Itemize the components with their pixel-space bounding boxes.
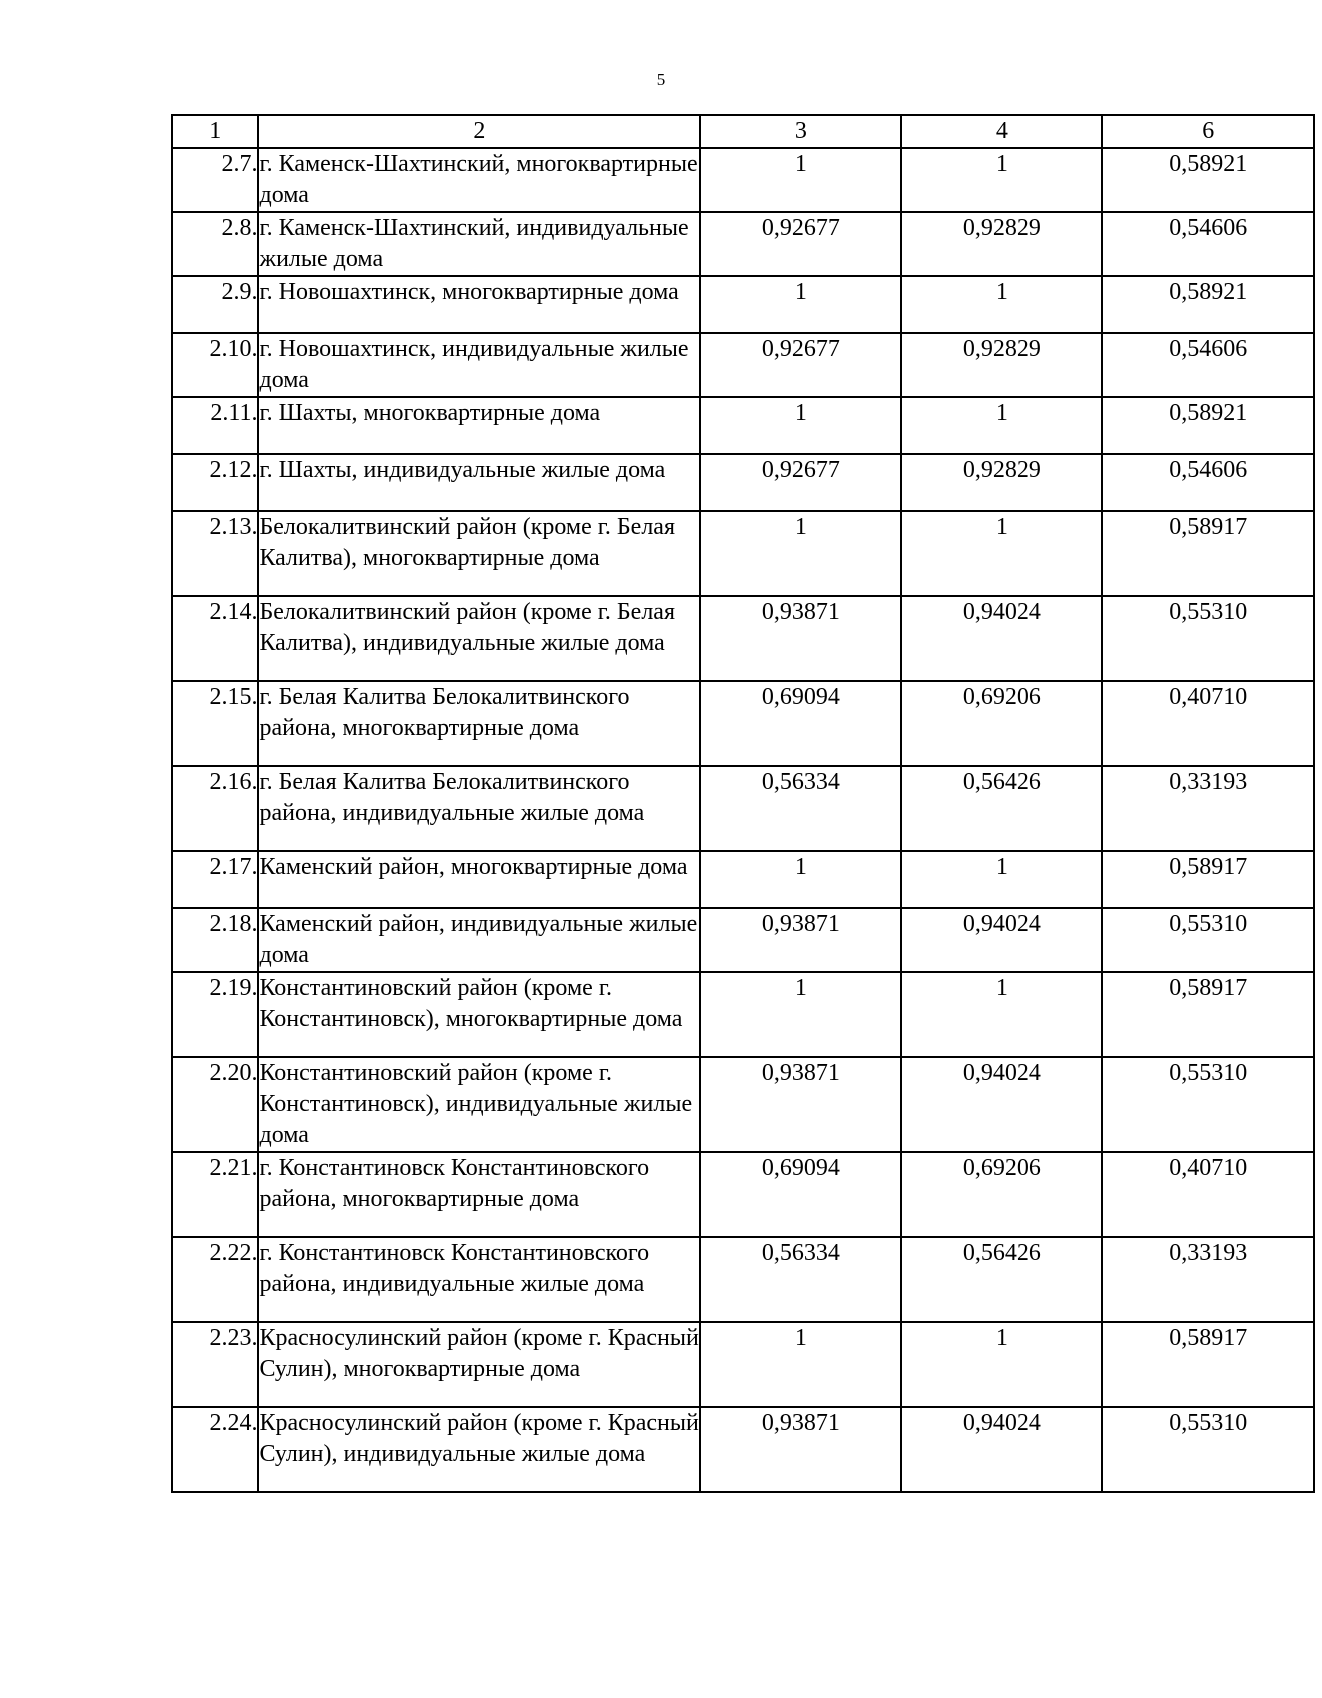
table-header-row bbox=[172, 115, 1314, 148]
value-col-4: 1 bbox=[901, 511, 1102, 596]
value-col-4: 0,69206 bbox=[901, 1152, 1102, 1237]
row-name: Красносулинский район (кроме г. Красный Сулин), многоквартирные дома bbox=[258, 1322, 700, 1407]
value-col-6: 0,58917 bbox=[1102, 851, 1314, 908]
row-number: 2.18. bbox=[172, 908, 258, 972]
table-row bbox=[172, 148, 1314, 212]
row-name: Каменский район, многоквартирные дома bbox=[258, 851, 700, 908]
value-col-3: 0,93871 bbox=[700, 1057, 901, 1152]
table-row bbox=[172, 1152, 1314, 1237]
table-row bbox=[172, 1407, 1314, 1492]
value-col-4: 0,69206 bbox=[901, 681, 1102, 766]
value-col-3: 0,69094 bbox=[700, 1152, 901, 1237]
table-row bbox=[172, 681, 1314, 766]
value-col-3: 0,92677 bbox=[700, 333, 901, 397]
value-col-4: 1 bbox=[901, 972, 1102, 1057]
value-col-4: 1 bbox=[901, 276, 1102, 333]
header-cell-1: 1 bbox=[172, 115, 258, 148]
row-number: 2.16. bbox=[172, 766, 258, 851]
value-col-6: 0,54606 bbox=[1102, 454, 1314, 511]
value-col-6: 0,58917 bbox=[1102, 972, 1314, 1057]
value-col-4: 0,94024 bbox=[901, 1407, 1102, 1492]
value-col-4: 1 bbox=[901, 1322, 1102, 1407]
value-col-4: 0,92829 bbox=[901, 212, 1102, 276]
header-cell-6: 6 bbox=[1102, 115, 1314, 148]
table-row bbox=[172, 1057, 1314, 1152]
value-col-3: 1 bbox=[700, 397, 901, 454]
row-name: г. Белая Калитва Белокалитвинского района, многоквартирные дома bbox=[258, 681, 700, 766]
row-number: 2.14. bbox=[172, 596, 258, 681]
value-col-3: 0,56334 bbox=[700, 1237, 901, 1322]
value-col-3: 0,93871 bbox=[700, 596, 901, 681]
row-number: 2.23. bbox=[172, 1322, 258, 1407]
row-number: 2.12. bbox=[172, 454, 258, 511]
header-cell-3: 3 bbox=[700, 115, 901, 148]
coefficients-table bbox=[171, 114, 1315, 1493]
value-col-3: 0,93871 bbox=[700, 1407, 901, 1492]
value-col-6: 0,40710 bbox=[1102, 681, 1314, 766]
row-name: г. Новошахтинск, многоквартирные дома bbox=[258, 276, 700, 333]
row-name: г. Новошахтинск, индивидуальные жилые дома bbox=[258, 333, 700, 397]
value-col-3: 1 bbox=[700, 972, 901, 1057]
table-row bbox=[172, 596, 1314, 681]
value-col-4: 0,94024 bbox=[901, 596, 1102, 681]
row-name: Белокалитвинский район (кроме г. Белая Калитва), индивидуальные жилые дома bbox=[258, 596, 700, 681]
value-col-6: 0,55310 bbox=[1102, 596, 1314, 681]
header-cell-2: 2 bbox=[258, 115, 700, 148]
row-number: 2.22. bbox=[172, 1237, 258, 1322]
row-name: Белокалитвинский район (кроме г. Белая Калитва), многоквартирные дома bbox=[258, 511, 700, 596]
table-row bbox=[172, 454, 1314, 511]
value-col-3: 0,56334 bbox=[700, 766, 901, 851]
row-number: 2.13. bbox=[172, 511, 258, 596]
row-number: 2.19. bbox=[172, 972, 258, 1057]
value-col-3: 1 bbox=[700, 1322, 901, 1407]
value-col-3: 0,92677 bbox=[700, 212, 901, 276]
value-col-4: 0,56426 bbox=[901, 1237, 1102, 1322]
row-number: 2.7. bbox=[172, 148, 258, 212]
table-row bbox=[172, 511, 1314, 596]
row-name: г. Белая Калитва Белокалитвинского района, индивидуальные жилые дома bbox=[258, 766, 700, 851]
value-col-4: 1 bbox=[901, 148, 1102, 212]
value-col-3: 0,93871 bbox=[700, 908, 901, 972]
value-col-3: 0,69094 bbox=[700, 681, 901, 766]
value-col-4: 1 bbox=[901, 397, 1102, 454]
row-name: г. Константиновск Константиновского района, индивидуальные жилые дома bbox=[258, 1237, 700, 1322]
value-col-6: 0,40710 bbox=[1102, 1152, 1314, 1237]
page-number: 5 bbox=[656, 70, 666, 89]
table-row bbox=[172, 276, 1314, 333]
table-row bbox=[172, 333, 1314, 397]
value-col-6: 0,58921 bbox=[1102, 397, 1314, 454]
value-col-4: 0,92829 bbox=[901, 454, 1102, 511]
row-number: 2.8. bbox=[172, 212, 258, 276]
value-col-6: 0,54606 bbox=[1102, 333, 1314, 397]
row-number: 2.21. bbox=[172, 1152, 258, 1237]
value-col-6: 0,54606 bbox=[1102, 212, 1314, 276]
row-name: г. Шахты, многоквартирные дома bbox=[258, 397, 700, 454]
table-row bbox=[172, 908, 1314, 972]
value-col-6: 0,33193 bbox=[1102, 1237, 1314, 1322]
table-row bbox=[172, 851, 1314, 908]
value-col-6: 0,58917 bbox=[1102, 1322, 1314, 1407]
value-col-6: 0,58921 bbox=[1102, 276, 1314, 333]
value-col-4: 0,92829 bbox=[901, 333, 1102, 397]
value-col-6: 0,55310 bbox=[1102, 1407, 1314, 1492]
table-row bbox=[172, 766, 1314, 851]
row-number: 2.17. bbox=[172, 851, 258, 908]
value-col-4: 1 bbox=[901, 851, 1102, 908]
row-number: 2.9. bbox=[172, 276, 258, 333]
value-col-6: 0,55310 bbox=[1102, 908, 1314, 972]
table-row bbox=[172, 212, 1314, 276]
row-number: 2.10. bbox=[172, 333, 258, 397]
row-number: 2.11. bbox=[172, 397, 258, 454]
value-col-4: 0,56426 bbox=[901, 766, 1102, 851]
row-name: г. Шахты, индивидуальные жилые дома bbox=[258, 454, 700, 511]
row-number: 2.15. bbox=[172, 681, 258, 766]
row-name: г. Каменск-Шахтинский, многоквартирные дома bbox=[258, 148, 700, 212]
value-col-6: 0,55310 bbox=[1102, 1057, 1314, 1152]
row-name: г. Каменск-Шахтинский, индивидуальные жилые дома bbox=[258, 212, 700, 276]
value-col-6: 0,58917 bbox=[1102, 511, 1314, 596]
table-row bbox=[172, 1322, 1314, 1407]
header-cell-4: 4 bbox=[901, 115, 1102, 148]
value-col-3: 1 bbox=[700, 851, 901, 908]
value-col-4: 0,94024 bbox=[901, 908, 1102, 972]
row-name: Каменский район, индивидуальные жилые дома bbox=[258, 908, 700, 972]
row-name: Красносулинский район (кроме г. Красный Сулин), индивидуальные жилые дома bbox=[258, 1407, 700, 1492]
value-col-4: 0,94024 bbox=[901, 1057, 1102, 1152]
row-number: 2.20. bbox=[172, 1057, 258, 1152]
row-name: г. Константиновск Константиновского района, многоквартирные дома bbox=[258, 1152, 700, 1237]
value-col-3: 1 bbox=[700, 148, 901, 212]
row-name: Константиновский район (кроме г. Константиновск), индивидуальные жилые дома bbox=[258, 1057, 700, 1152]
value-col-6: 0,33193 bbox=[1102, 766, 1314, 851]
value-col-3: 1 bbox=[700, 276, 901, 333]
value-col-6: 0,58921 bbox=[1102, 148, 1314, 212]
value-col-3: 1 bbox=[700, 511, 901, 596]
row-name: Константиновский район (кроме г. Константиновск), многоквартирные дома bbox=[258, 972, 700, 1057]
row-number: 2.24. bbox=[172, 1407, 258, 1492]
table-row bbox=[172, 1237, 1314, 1322]
value-col-3: 0,92677 bbox=[700, 454, 901, 511]
table-row bbox=[172, 397, 1314, 454]
table-row bbox=[172, 972, 1314, 1057]
